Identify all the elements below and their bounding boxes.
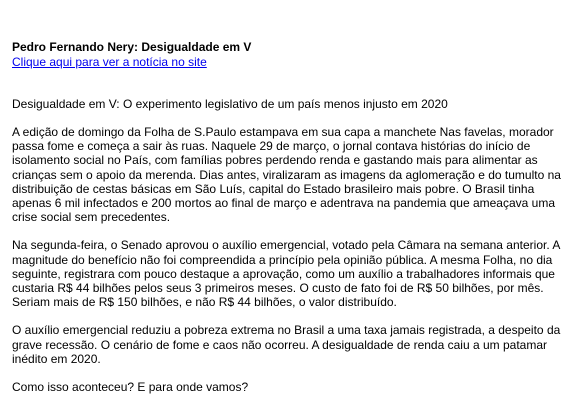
article-title: Pedro Fernando Nery: Desigualdade em V	[12, 40, 252, 54]
view-on-site-link[interactable]: Clique aqui para ver a notícia no site	[12, 54, 207, 69]
paragraph-3: O auxílio emergencial reduziu a pobreza extrema no Brasil a uma taxa jamais registrada, a despeito da grave recessão. O cenário de fome e caos não ocorreu. A desigualdade de renda caiu a um patamar inédito em 2020.	[12, 323, 561, 366]
paragraph-4: Como isso aconteceu? E para onde vamos?	[12, 379, 249, 394]
paragraph-1: A edição de domingo da Folha de S.Paulo estampava em sua capa a manchete Nas favelas, morador passa fome e começa a sair às ruas. Naquele 29 de março, o jornal contava histórias do início de isolamento social no País, com famílias pobres perdendo renda e gastando mais para alimentar as crianças sem o apoio da merenda. Dias antes, viralizaram as imagens da aglomeração e do tumulto na distribuição de cestas básicas em São Luís, capital do Estado brasileiro mais pobre. O Brasil tinha apenas 6 mil infectados e 200 mortos ao final de março e adentrava na pandemia que ameaçava uma crise social sem precedentes.	[12, 124, 561, 225]
paragraph-2: Na segunda-feira, o Senado aprovou o auxílio emergencial, votado pela Câmara na semana anterior. A magnitude do benefício não foi compreendida a princípio pela opinião pública. A mesma Folha, no dia seguinte, registrara com pouco destaque a aprovação, como um auxílio a trabalhadores informais que custaria R$ 44 bilhões pelos seus 3 primeiros meses. O custo de fato foi de R$ 50 bilhões, por mês. Seriam mais de R$ 150 bilhões, e não R$ 44 bilhões, o valor distribuído.	[12, 238, 560, 310]
document-body	[12, 40, 568, 394]
article-subtitle: Desigualdade em V: O experimento legislativo de um país menos injusto em 2020	[12, 96, 448, 111]
